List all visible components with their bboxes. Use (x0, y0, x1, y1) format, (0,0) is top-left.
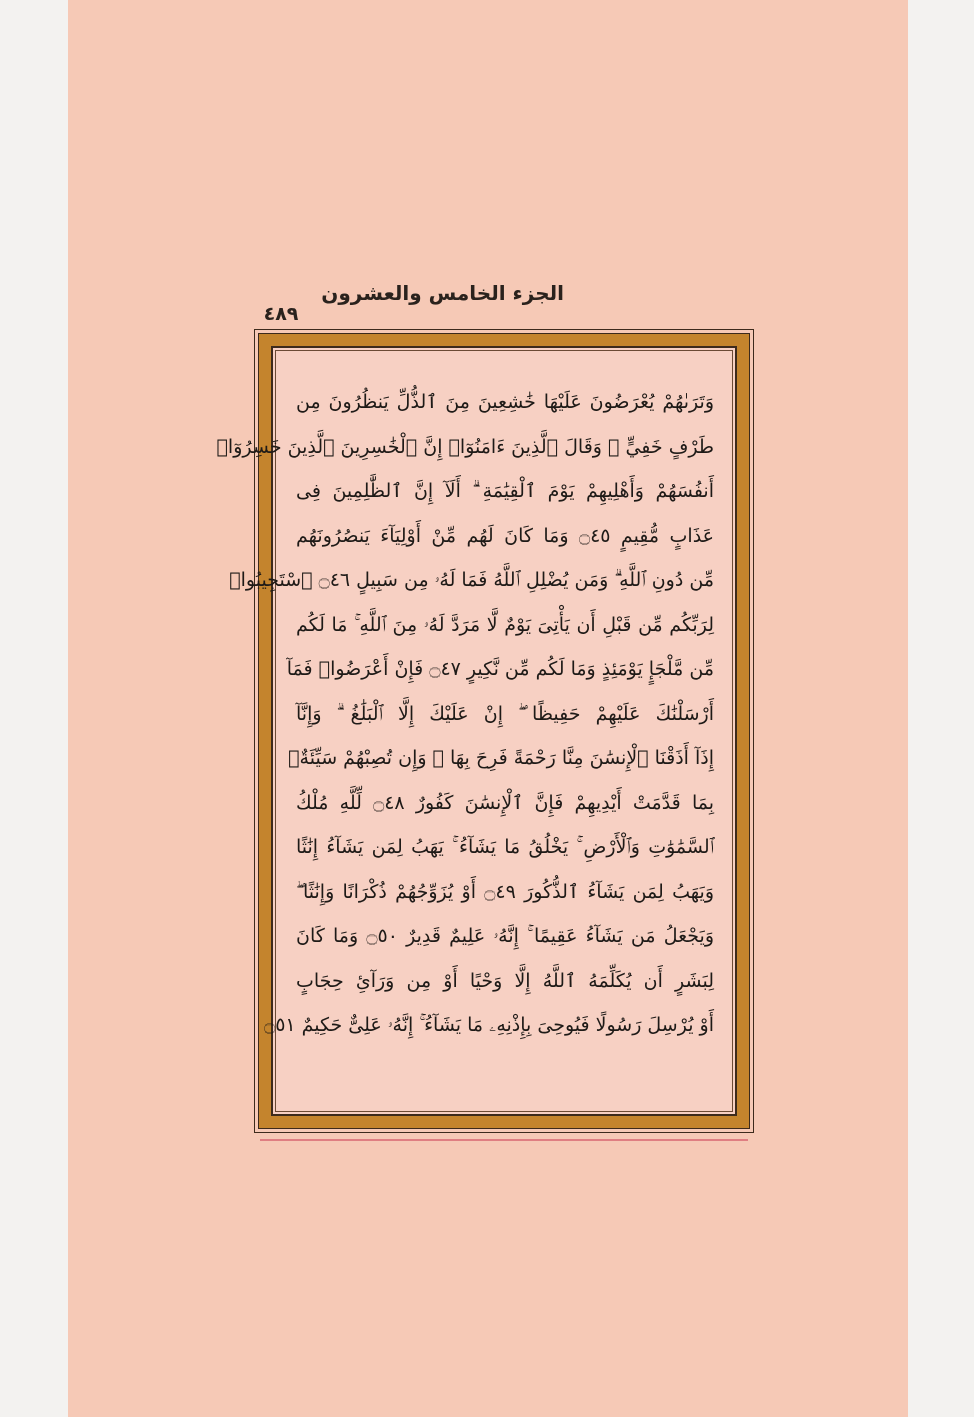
text-line: وَيَهَبُ لِمَن يَشَآءُ ٱلذُّكُورَ ۝٤٩ أَوْ يُزَوِّجُهُمْ ذُكْرَانًا وَإِنَٰثًا ۖ (296, 880, 714, 903)
text-line: لِبَشَرٍ أَن يُكَلِّمَهُ ٱللَّهُ إِلَّا وَحْيًا أَوْ مِن وَرَآئِ حِجَابٍ (296, 969, 714, 992)
text-line: بِمَا قَدَّمَتْ أَيْدِيهِمْ فَإِنَّ ٱلْإِنسَٰنَ كَفُورٌ ۝٤٨ لِّلَّهِ مُلْكُ (296, 791, 714, 814)
scan-margin-right (908, 0, 974, 1417)
text-line: عَذَابٍ مُّقِيمٍ ۝٤٥ وَمَا كَانَ لَهُم مِّنْ أَوْلِيَآءَ يَنصُرُونَهُم (296, 524, 714, 547)
text-line: وَتَرَىٰهُمْ يُعْرَضُونَ عَلَيْهَا خَٰشِعِينَ مِنَ ٱلذُّلِّ يَنظُرُونَ مِن (296, 391, 714, 413)
text-line: ٱلسَّمَٰوَٰتِ وَٱلْأَرْضِ ۚ يَخْلُقُ مَا يَشَآءُ ۚ يَهَبُ لِمَن يَشَآءُ إِنَٰثًا (296, 836, 714, 858)
quran-text-block (216, 380, 714, 1092)
text-line: أَنفُسَهُمْ وَأَهْلِيهِمْ يَوْمَ ٱلْقِيَٰمَةِ ۗ أَلَآ إِنَّ ٱلظَّٰلِمِينَ فِى (296, 480, 714, 502)
juz-title: الجزء الخامس والعشرون (321, 281, 564, 305)
text-line: أَوْ يُرْسِلَ رَسُولًا فَيُوحِىَ بِإِذْنِهِۦ مَا يَشَآءُ ۚ إِنَّهُۥ عَلِىٌّ حَكِيمٌ ۝٥١ (264, 1014, 714, 1036)
page-number: ٤٨٩ (263, 303, 299, 325)
text-line: لِرَبِّكُم مِّن قَبْلِ أَن يَأْتِىَ يَوْمٌ لَّا مَرَدَّ لَهُۥ مِنَ ٱللَّهِ ۚ مَا لَكُم (296, 613, 714, 636)
scan-margin-left (0, 0, 68, 1417)
text-line: مِّن مَّلْجَإٍ يَوْمَئِذٍ وَمَا لَكُم مِّن نَّكِيرٍ ۝٤٧ فَإِنْ أَعْرَضُوا۟ فَمَآ (286, 658, 714, 680)
text-line: مِّن دُونِ ٱللَّهِ ۗ وَمَن يُضْلِلِ ٱللَّهُ فَمَا لَهُۥ مِن سَبِيلٍ ۝٤٦ ٱسْتَجِيبُوا۟ (229, 569, 714, 591)
red-rule (260, 1139, 748, 1141)
text-line: أَرْسَلْنَٰكَ عَلَيْهِمْ حَفِيظًا ۖ إِنْ عَلَيْكَ إِلَّا ٱلْبَلَٰغُ ۗ وَإِنَّآ (296, 702, 714, 725)
text-line: إِذَآ أَذَقْنَا ٱلْإِنسَٰنَ مِنَّا رَحْمَةً فَرِحَ بِهَا ۖ وَإِن تُصِبْهُمْ سَيِّئَةٌۢ (288, 747, 714, 769)
text-line: وَيَجْعَلُ مَن يَشَآءُ عَقِيمًا ۚ إِنَّهُۥ عَلِيمٌ قَدِيرٌ ۝٥٠ وَمَا كَانَ (296, 925, 714, 947)
text-line: طَرْفٍ خَفِيٍّ ۗ وَقَالَ ٱلَّذِينَ ءَامَنُوٓا۟ إِنَّ ٱلْخَٰسِرِينَ ٱلَّذِينَ خَسِرُوٓا۟ (216, 435, 714, 458)
